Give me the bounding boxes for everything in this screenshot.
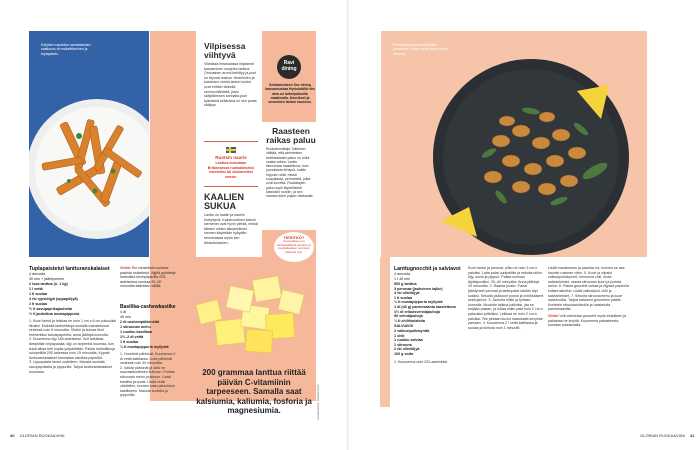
section-body-raasteen: Ruokatoimittaja Tolkkinen väittää, että perinteisen lanttusalaatin paluu on tullut osaksi arkea. Lanttu kiinnostaa raastettuna, kuin juureksista tehtynä, kaikki riippuen siitä, missä suupalasta, pehmeistä, jotka ovat tuoreita. Ruokalajien paluu sopii täydellisesti klassisiin ruokiin, ja sen mausta tulee paljon raikkautta. bbox=[266, 147, 314, 199]
fries-plate-illustration bbox=[29, 31, 149, 257]
ingredient-list: 2 isoa lanttua (n. 1 kg) 1 l vettä 1 tl suolaa 4 rkl rypsiöljyä (oppapöljyä) 1 tl suolaa ½ tl savupaprikajauhetta ½ tl jauhettua mustapippuria bbox=[29, 282, 80, 316]
tiesitko-bubble bbox=[274, 232, 314, 262]
gnocchi-plate-illustration bbox=[381, 31, 647, 257]
page-folio-right: GLORIAN RUOKA&VIINI 41 bbox=[640, 433, 695, 438]
divider bbox=[204, 186, 258, 187]
tiesitko-title: TIESITKÖ? bbox=[283, 235, 305, 240]
ruotsin-body: Lanttua kutsutaan Britanniassa ruotsalaiseksi naurisiksi tai skotlanniksi swede. bbox=[207, 161, 255, 179]
recipe-gnocchi bbox=[394, 266, 466, 364]
right-peach-panel bbox=[380, 257, 390, 407]
page-spine bbox=[347, 0, 349, 450]
ingredient-list: 2 dl cashewpähkinöitä 1 sitruunan mehu 1 ruukku basilikaa 1½–2 dl vettä 1 tl suolaa ¼ tl mustapippuria myllystä bbox=[120, 320, 169, 349]
cubes-illustration bbox=[180, 264, 312, 364]
recipe-fries bbox=[29, 266, 117, 374]
badge-text: Sekalaisinteen fine dining kansanruokaa Hyvinkäällä niin aina on laituripaikoilla maailmalla. Kasvikset ja sesonkien lantun kauneus. bbox=[265, 83, 315, 105]
tiesitko-body: Suomalaisen on lanttulaatikkoa jouluna, ja keskiaikaisten perinteet jatkuvat yhä. bbox=[277, 239, 311, 254]
section-body-vilpisessa: Viileässä ilmanalassa hiljaisesti kasvaminen suojelee lanttua. Ominainen aromi kehittyy ja juuri on täynnä makua. Hedelmien ja kasvisten ohella lantun kuidut ovat erittäin tärkeitä ravinnonlähteitä, joten säilyttämisen kannalta juuri kylmässä kellarissa on sen paras säilytys. bbox=[204, 62, 257, 108]
recipe-time: 40 min bbox=[120, 315, 132, 319]
fries-photo bbox=[29, 31, 149, 257]
vinkki-note: Vinkki Tee ranskikset uunissa: paahda esikeitetyt, öljyllä pyöritetyt lanttutikut leivinpaperilla 225-asteisessa uunissa 20–30 minuuttia kääntäen välillä. bbox=[120, 266, 176, 289]
ingredient-list: 500 g lanttua 3 perunaa (jauhoinen lajike) 4 rkl oliiviöljyä 1 tl suolaa ¼ tl mustapippuria myllystä 1 dl (40 g) parmesaania raastettuna 1½ dl erikoisvehnäjauhoja 50 vehnäjauhoja ¼ tl chilihiutaleita SALVIAVOI 2 valkosipulinkynttä 1 chili 1 ruukku salviaa 1 sitruuna 2 rkl oliiviöljyä 100 g voita bbox=[394, 282, 456, 356]
fries-photo-caption: Erityisen rapeiden ranskalaisten salaisuus on esikeittäminen ja tuplapaisto. bbox=[41, 43, 91, 56]
recipe-servings: 4 dl bbox=[120, 310, 126, 314]
gnocchi-photo bbox=[381, 31, 647, 257]
recipe-time: 30 min + jäähtyminen bbox=[29, 277, 65, 281]
recipe-servings: 4 annosta bbox=[29, 272, 46, 276]
section-body-kaalien: Lanttu on kaalin ja nauriin risteytymä. Kaksivuotinen kasvin siemenet ovat hyvin pieniä, minkä tähden niiden alkuperäinen siemen käytetään nykyään ravintolassa myös sen lähisukulaisten. bbox=[204, 213, 258, 245]
recipe-title: Tuplapaistetut lantturanskalaiset bbox=[29, 266, 110, 272]
ruotsin-title: Ruotsin nauris bbox=[215, 155, 247, 160]
pull-quote: 200 grammaa lanttua riittää päivän C-vitamiinin tarpeeseen. Samalla saat kalsiumia, kaliumia, fosforia ja magnesiumia. bbox=[196, 368, 312, 416]
section-title-raasteen: Raasteen raikas paluu bbox=[266, 126, 316, 145]
recipe-steps: 1. Huuhtele pähkinät. Kuumenna 2 dl vettä kattilassa. Liota pähkinät vedessä noin 30 minuuttia. 2. Valuta pähkinät ja laita ne sauvasekoittimen kulhoon. Purista sitruunan mehu joukkoon. Lisää basilika ja suola. Lisää vettä vähitellen, kunnes saat paksuhkon kastikkeen. Mausta suolalla ja pippurilla. bbox=[120, 352, 176, 398]
flag-icon bbox=[226, 147, 236, 153]
rutabaga-cubes-photo bbox=[180, 264, 312, 364]
recipe-step: 1. Kuumenna uuni 220-asteiseksi. bbox=[394, 359, 449, 364]
recipe-title: Lanttugnocchit ja salviavoi bbox=[394, 266, 461, 272]
divider bbox=[204, 141, 258, 142]
recipe-servings: 4 annosta bbox=[394, 272, 411, 276]
dining-badge: Ravi dining bbox=[277, 55, 301, 79]
recipe-basilika bbox=[120, 304, 176, 398]
section-title-kaalien: KAALIEN SUKUA bbox=[204, 192, 244, 211]
page-folio-left: 40 GLORIAN RUOKA&VIINI bbox=[10, 433, 65, 438]
recipe-steps-col2: Kuori lantut ja perunat, pilko ne noin 3 cm:n paloiksi. Laita palat uunipellille ja sekoita niihin öljy, suola ja pippuri. Paista uunissa täyttäpuoliksi, 30–40 minuuttia. Anna jäähtyä 30 minuuttia. 2. Raasta juusto. Paina jäähtyneet perunat ja lanttupalat siivilän läpi sosiksi. Sekoita joukkoon juusto ja chilihiutaleet sekä jauhot. 3. Jauhota leikki ja työtaso kunnolla. Muotoile taikina palloiksi, jaa se neljään palaan, ja rullaa kukin pala noin 2 cm:n paksuiksi pötköiksi. Leikkaa ne noin 2 cm:n paloiksi. Tee pintaan kuviot haarukalla kevyesti painaen. 4. Kuumenna 2 l vettä kattilassa ja suolaa ja kiehuta noin 1 minuutti. bbox=[468, 266, 544, 330]
photo-credit: Lanttukuutiot: Shutterstock bbox=[316, 384, 320, 420]
recipe-steps: 1. Kuori lantut ja leikkaa ne noin 1 cm x 6 cm paksuiksi tikuiksi. Esikeitä lanttutikkuja suolalla maustetussa vedessä noin 5 minuuttia. Siivilöi ja kuivaa tikut esimerkiksi talouspaperilla, anna jäähtyä kunnolla. 2. Kuumenna öljy 180-asteiseksi. Voit tarkistaa lämpötilan leipäpalalla: öljy on tarpeeksi kuumaa, kun leipä alkaa heti kuplia ympäriltään. Paista lanttutikkuja uunipellillä 200 asteessa noin 15 minuuttia. Kypsät lantturanskalaiset kannattaa valuttaa paperilla. 3. Uppopaista lantut uudelleen. Mausta suolalla, savupaprikalla ja pippurilla. Tarjoa lantturanskalaiset kuumana. bbox=[29, 319, 117, 374]
recipe-time: 1 t 40 min bbox=[394, 277, 411, 281]
recipe-title: Basilika-cashewkastike bbox=[120, 304, 176, 310]
gnocchi-photo-caption: Perinteiset gnocchit tehdään perunasta, mutta myös lanttu toimii hienosti. bbox=[393, 43, 448, 56]
recipe-steps-col3: Lisää mausteseos ja paahda voi, kunnes se saa kauniin ruskean värin. 5. Kuori ja viipaloi valkosipulinkynnet, hienonna chili, irrota salvianlehdet, raasta sitruunan kuori ja purista mehu. 6. Paista gnocchit voissa ja öljyssä pannulla kullanruskeiksi. Lisää valkosipuli, chili ja salvianlehdet. 7. Sekoita sitruunamehu ja kuori salviavoiksi. Tarjoa salviavoi gnocchien päälle. Koristele sitruunalohkoilla ja raastetulla parmesaanilla. Vinkki Voit valmistaa gnocchit myös etukäteen ja pakastaa ne levyllä. Kuumenna pakasteesta suoraan paistamalla. bbox=[548, 266, 629, 328]
section-title-vilpisessa: Vilpisessa viihtyvä bbox=[204, 41, 246, 60]
